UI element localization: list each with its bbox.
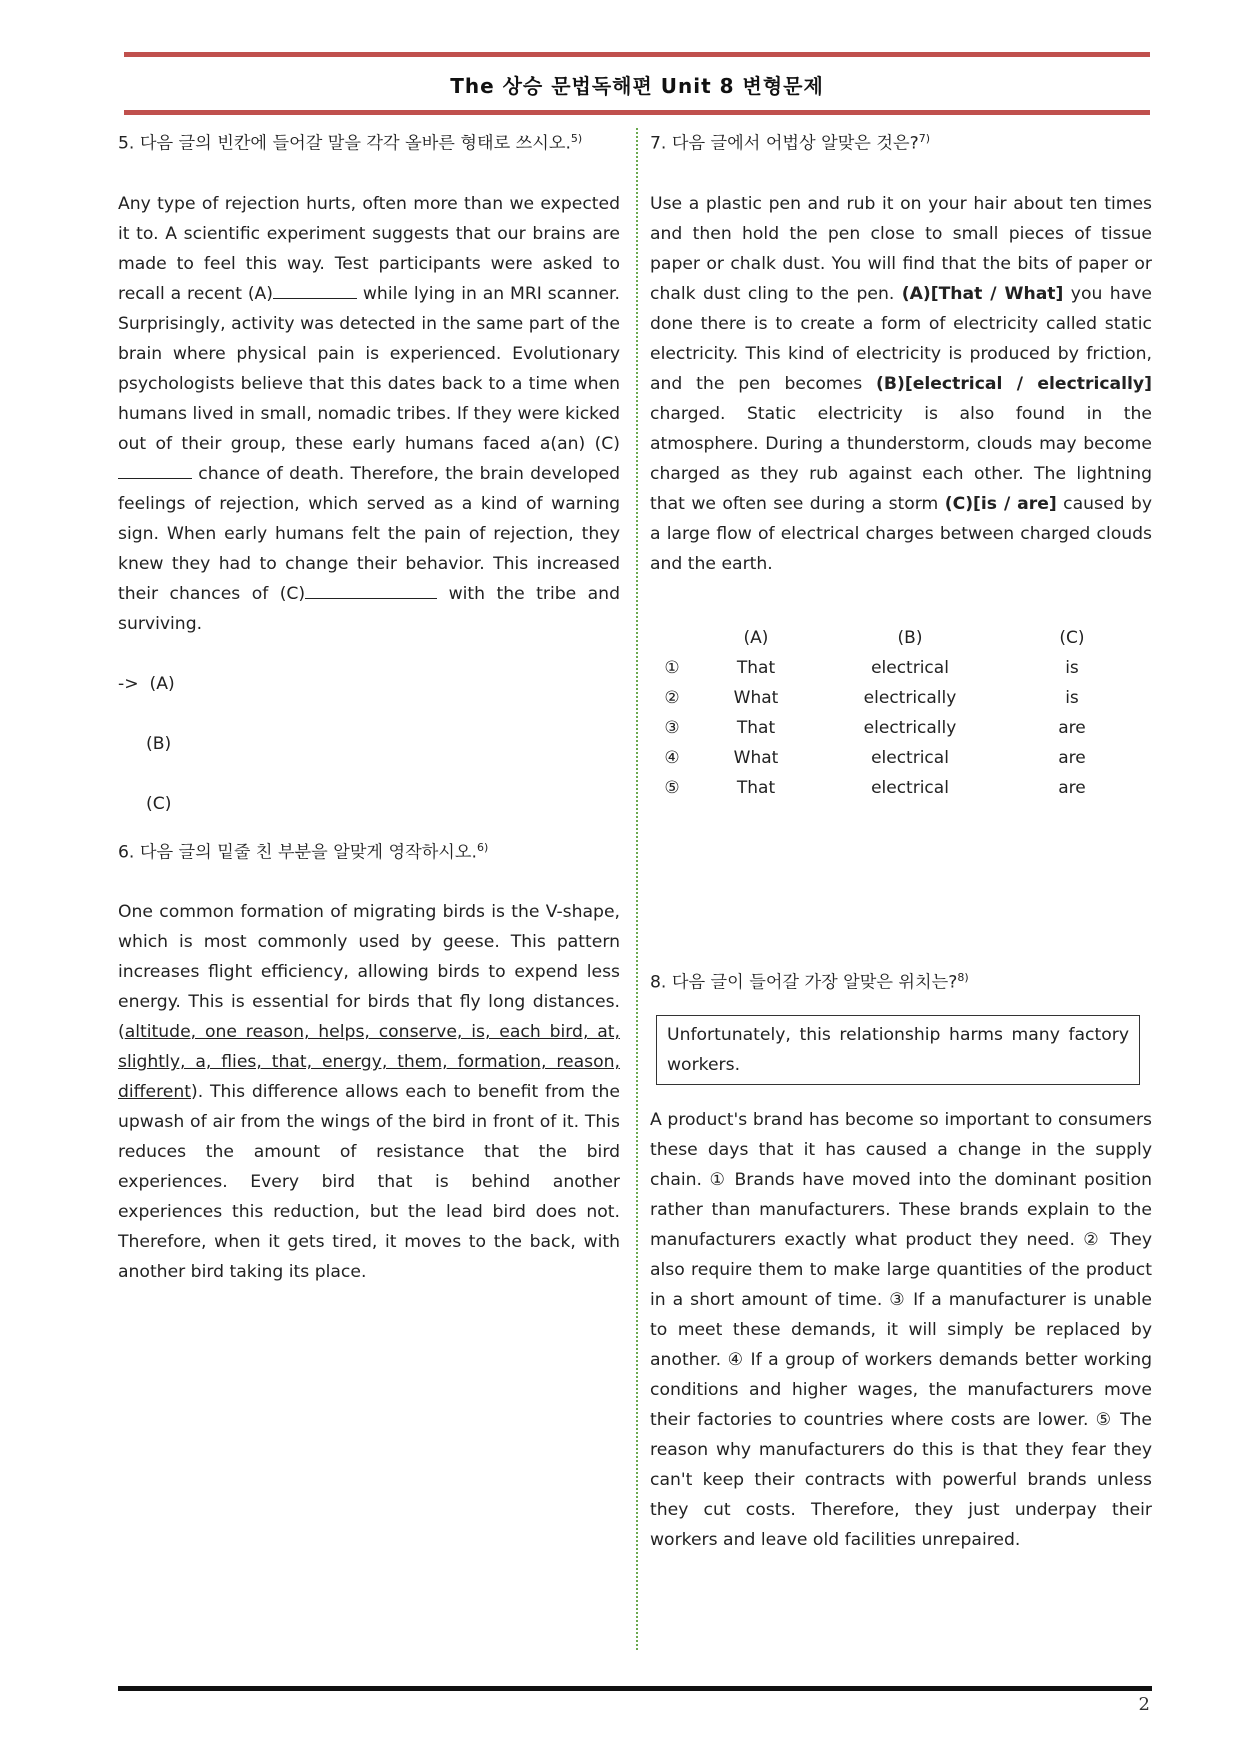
question-8-number: 8.	[650, 972, 667, 993]
answer-line-c[interactable]: (C)	[146, 793, 172, 814]
header-bottom-rule	[124, 110, 1150, 115]
choice-bracket-a: (A)[That / What]	[901, 283, 1064, 304]
choice-row-4[interactable]: ④ What electrical are	[664, 747, 1086, 768]
page-title: The 상승 문법독해편 Unit 8 변형문제	[450, 74, 824, 98]
question-7-passage: Use a plastic pen and rub it on your hair about ten times and then hold the pen close to small pieces of tissue paper or chalk dust. You will find that the bits of paper or chalk dust cling to the pen. (A)[That / What] you have done there is to create a form of electricity called static electricity. This kind of electricity is produced by friction, and the pen becomes (B)[electrical / electrically] charged. Static electricity is also found in the atmosphere. During a thunderstorm, clouds may become charged as they rub against each other. The lightning that we often see during a storm (C)[is / are] caused by a large flow of electrical charges between charged clouds and the earth.	[650, 193, 1152, 574]
left-column	[118, 124, 620, 1287]
question-5-passage: Any type of rejection hurts, often more than we expected it to. A scientific experiment suggests that our brains are made to feel this way. Test participants were asked to recall a recent (A) while lying in an MRI scanner. Surprisingly, activity was detected in the same part of the brain where physical pain is experienced. Evolutionary psychologists believe that this dates back to a time when humans lived in small, nomadic tribes. If they were kicked out of their group, these early humans faced a(an) (C) chance of death. Therefore, the brain developed feelings of rejection, which served as a kind of warning sign. When early humans felt the pain of rejection, they knew they had to change their behavior. This increased their chances of (C) with the tribe and surviving.	[118, 193, 620, 634]
underlined-word-list: altitude, one reason, helps, conserve, is, each bird, at, slightly, a, flies, that, energy, them, formation, reason, different	[118, 1022, 620, 1103]
insert-sentence-box: Unfortunately, this relationship harms many factory workers.	[656, 1015, 1140, 1085]
question-8-passage: A product's brand has become so important to consumers these days that it has caused a change in the supply chain. ① Brands have moved into the dominant position rather than manufacturers. These brands explain to the manufacturers exactly what product they need. ② They also require them to make large quantities of the product in a short amount of time. ③ If a manufacturer is unable to meet these demands, it will simply be replaced by another. ④ If a group of workers demands better working conditions and higher wages, the manufacturers move their factories to countries where costs are lower. ⑤ The reason why manufacturers do this is that they fear they can't keep their contracts with powerful brands unless they cut costs. Therefore, they just underpay their workers and leave old facilities unrepaired.	[650, 1110, 1152, 1551]
blank-b[interactable]	[118, 460, 192, 479]
choices-header-row: (A) (B) (C)	[743, 627, 1085, 648]
page-number: 2	[1138, 1694, 1150, 1715]
question-8-prompt: 다음 글이 들어갈 가장 알맞은 위치는?	[671, 972, 958, 993]
blank-c[interactable]	[305, 580, 437, 599]
choice-row-1[interactable]: ① That electrical is	[664, 657, 1079, 678]
choice-row-2[interactable]: ② What electrically is	[664, 687, 1079, 708]
footnote-marker: 8)	[957, 970, 969, 984]
choice-row-3[interactable]: ③ That electrically are	[664, 717, 1086, 738]
footnote-marker: 5)	[570, 132, 583, 145]
question-6-passage: One common formation of migrating birds is the V-shape, which is most commonly used by geese. This pattern increases flight efficiency, allowing birds to expend less energy. This is essential for birds that fly long distances. (altitude, one reason, helps, conserve, is, each bird, at, slightly, a, flies, that, energy, them, formation, reason, different). This difference allows each to benefit from the upwash of air from the wings of the bird in front of it. This reduces the amount of resistance that the bird experiences. Every bird that is behind another experiences this reduction, but the lead bird does not. Therefore, when it gets tired, it moves to the back, with another bird taking its place.	[118, 902, 620, 1283]
answer-choices-table	[654, 623, 1146, 803]
choice-bracket-b: (B)[electrical / electrically]	[876, 373, 1152, 394]
answer-line-b[interactable]: (B)	[146, 733, 172, 754]
choice-row-5[interactable]: ⑤ That electrical are	[664, 777, 1086, 798]
choice-bracket-c: (C)[is / are]	[944, 493, 1057, 514]
question-6-title	[118, 833, 620, 868]
question-6-number: 6.	[118, 842, 135, 863]
question-5-prompt: 다음 글의 빈칸에 들어갈 말을 각각 올바른 형태로 쓰시오.	[139, 133, 571, 154]
right-column	[650, 124, 1152, 1555]
question-5-title	[118, 124, 620, 159]
footer-rule	[118, 1686, 1152, 1691]
question-5-number: 5.	[118, 133, 135, 154]
footnote-marker: 6)	[476, 840, 489, 854]
column-divider	[636, 128, 638, 1650]
header-top-rule	[124, 52, 1150, 57]
question-7-prompt: 다음 글에서 어법상 알맞은 것은?	[671, 133, 919, 154]
blank-a[interactable]	[273, 280, 357, 299]
footnote-marker: 7)	[918, 132, 930, 145]
question-7-number: 7.	[650, 133, 667, 154]
question-8-title	[650, 963, 1152, 998]
question-6-prompt: 다음 글의 밑줄 친 부분을 알맞게 영작하시오.	[139, 842, 477, 863]
question-7-title	[650, 124, 1152, 159]
answer-line-a[interactable]: -> (A)	[118, 673, 175, 694]
